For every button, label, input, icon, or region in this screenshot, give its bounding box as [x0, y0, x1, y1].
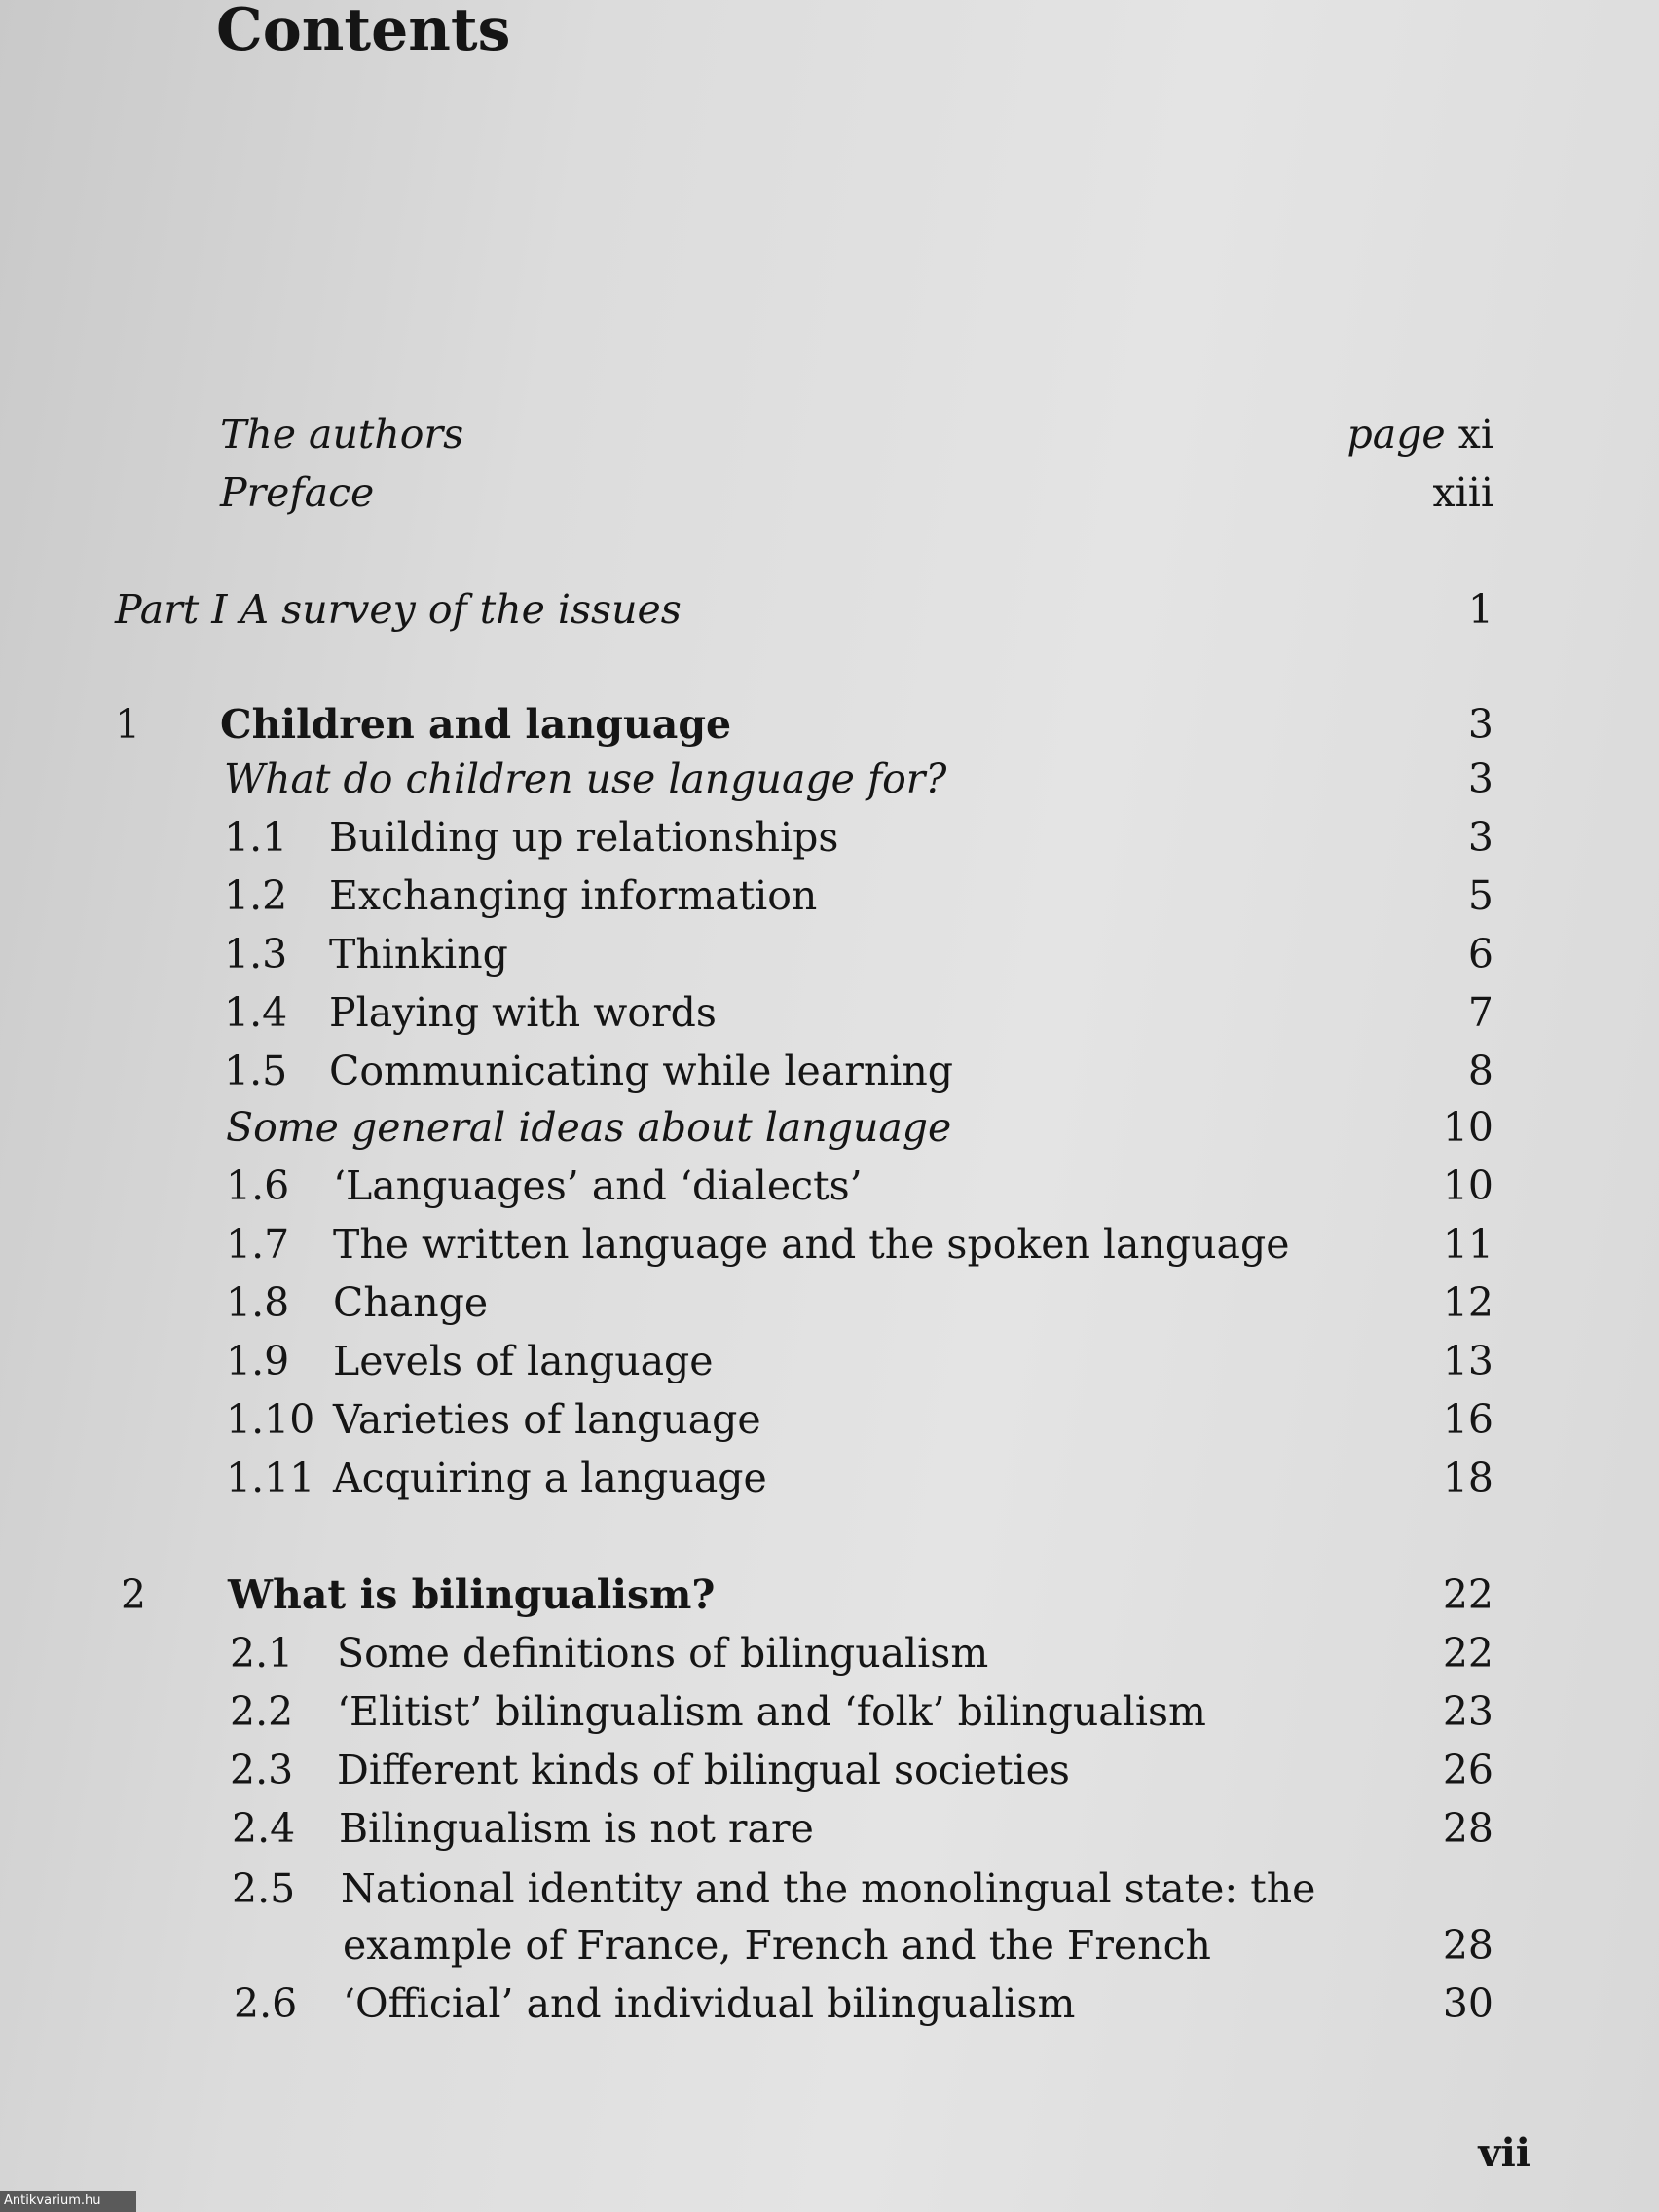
- toc-page: 28: [1442, 1922, 1493, 1969]
- toc-item: [0, 1624, 1659, 1682]
- toc-page: 10: [1442, 1104, 1493, 1151]
- section-number: 1.4: [224, 989, 288, 1036]
- toc-item: [0, 1157, 1659, 1215]
- toc-item: [0, 1860, 1659, 1918]
- section-label-continued: example of France, French and the French: [343, 1922, 1211, 1969]
- toc-label: The authors: [220, 411, 464, 458]
- toc-item: [0, 866, 1659, 925]
- section-label: Change: [333, 1279, 489, 1326]
- toc-label: Preface: [220, 469, 375, 516]
- toc-item: [0, 1215, 1659, 1273]
- toc-item: [0, 983, 1659, 1042]
- toc-item: [0, 1741, 1659, 1799]
- toc-page: 3: [1467, 814, 1493, 861]
- section-label: Different kinds of bilingual societies: [337, 1747, 1070, 1793]
- section-label: Bilingualism is not rare: [339, 1805, 814, 1852]
- section-label: ‘Languages’ and ‘dialects’: [333, 1162, 863, 1209]
- toc-item: [0, 1974, 1659, 2033]
- section-number: 1.1: [224, 814, 288, 861]
- subheading-label: What do children use language for?: [224, 756, 947, 802]
- toc-item: [0, 1449, 1659, 1507]
- toc-page: 22: [1442, 1571, 1493, 1618]
- toc-page: xiii: [1432, 469, 1493, 516]
- section-label: Levels of language: [333, 1338, 714, 1384]
- toc-page: 11: [1442, 1221, 1493, 1268]
- toc-page: 30: [1442, 1980, 1493, 2027]
- toc-item: [0, 1273, 1659, 1332]
- toc-page: page xi: [1346, 411, 1493, 458]
- toc-page: 3: [1467, 701, 1493, 748]
- toc-page: 28: [1442, 1805, 1493, 1852]
- toc-item: [0, 808, 1659, 866]
- toc-item: [0, 1042, 1659, 1100]
- section-number: 2.2: [230, 1688, 294, 1735]
- chapter-title: Children and language: [220, 701, 732, 748]
- section-label: Communicating while learning: [329, 1048, 954, 1094]
- toc-entry-preface: [0, 463, 1659, 522]
- toc-page: 1: [1467, 586, 1493, 633]
- toc-page: 13: [1442, 1338, 1493, 1384]
- toc-page: 10: [1442, 1162, 1493, 1209]
- toc-page: 5: [1467, 872, 1493, 919]
- page-number: vii: [1478, 2130, 1530, 2176]
- toc-page: 16: [1442, 1396, 1493, 1443]
- toc-item: [0, 1390, 1659, 1449]
- toc-page: 8: [1467, 1048, 1493, 1094]
- section-number: 2.5: [232, 1865, 296, 1912]
- subheading-label: Some general ideas about language: [226, 1104, 952, 1151]
- toc-page: 12: [1442, 1279, 1493, 1326]
- toc-page: 7: [1467, 989, 1493, 1036]
- contents-heading: Contents: [216, 0, 511, 64]
- section-number: 1.6: [226, 1162, 290, 1209]
- toc-entry-authors: [0, 405, 1659, 463]
- section-number: 2.1: [230, 1630, 294, 1677]
- section-number: 1.7: [226, 1221, 290, 1268]
- section-label: Some definitions of bilingualism: [337, 1630, 989, 1677]
- toc-subheading: [0, 750, 1659, 808]
- section-label: Varieties of language: [333, 1396, 761, 1443]
- toc-page: 22: [1442, 1630, 1493, 1677]
- section-label: ‘Elitist’ bilingualism and ‘folk’ bilingualism: [337, 1688, 1206, 1735]
- toc-item: [0, 1332, 1659, 1390]
- toc-chapter-2: [0, 1566, 1659, 1624]
- chapter-number: 1: [115, 701, 141, 748]
- section-number: 1.10: [226, 1396, 315, 1443]
- section-label: ‘Official’ and individual bilingualism: [343, 1980, 1076, 2027]
- toc-item: [0, 1682, 1659, 1741]
- toc-page: 23: [1442, 1688, 1493, 1735]
- section-number: 2.6: [234, 1980, 298, 2027]
- watermark: Antikvarium.hu: [0, 2191, 136, 2212]
- chapter-number: 2: [121, 1571, 147, 1618]
- section-number: 2.3: [230, 1747, 294, 1793]
- toc-page: 6: [1467, 931, 1493, 977]
- toc-subheading: [0, 1098, 1659, 1157]
- toc-page: 3: [1467, 756, 1493, 802]
- section-label: National identity and the monolingual state: the: [341, 1865, 1316, 1912]
- chapter-title: What is bilingualism?: [228, 1571, 716, 1618]
- toc-item-continuation: [0, 1916, 1659, 1974]
- section-label: Acquiring a language: [333, 1455, 767, 1501]
- toc-chapter-1: [0, 695, 1659, 754]
- section-label: The written language and the spoken language: [333, 1221, 1290, 1268]
- section-number: 1.2: [224, 872, 288, 919]
- section-number: 2.4: [232, 1805, 296, 1852]
- toc-item: [0, 1799, 1659, 1858]
- section-label: Exchanging information: [329, 872, 818, 919]
- section-label: Playing with words: [329, 989, 717, 1036]
- section-number: 1.5: [224, 1048, 288, 1094]
- section-label: Building up relationships: [329, 814, 839, 861]
- toc-item: [0, 925, 1659, 983]
- section-label: Thinking: [329, 931, 508, 977]
- toc-page: 26: [1442, 1747, 1493, 1793]
- section-number: 1.11: [226, 1455, 315, 1501]
- toc-page: 18: [1442, 1455, 1493, 1501]
- toc-part-heading: [0, 580, 1659, 639]
- section-number: 1.8: [226, 1279, 290, 1326]
- part-label: Part I A survey of the issues: [115, 586, 682, 633]
- section-number: 1.9: [226, 1338, 290, 1384]
- section-number: 1.3: [224, 931, 288, 977]
